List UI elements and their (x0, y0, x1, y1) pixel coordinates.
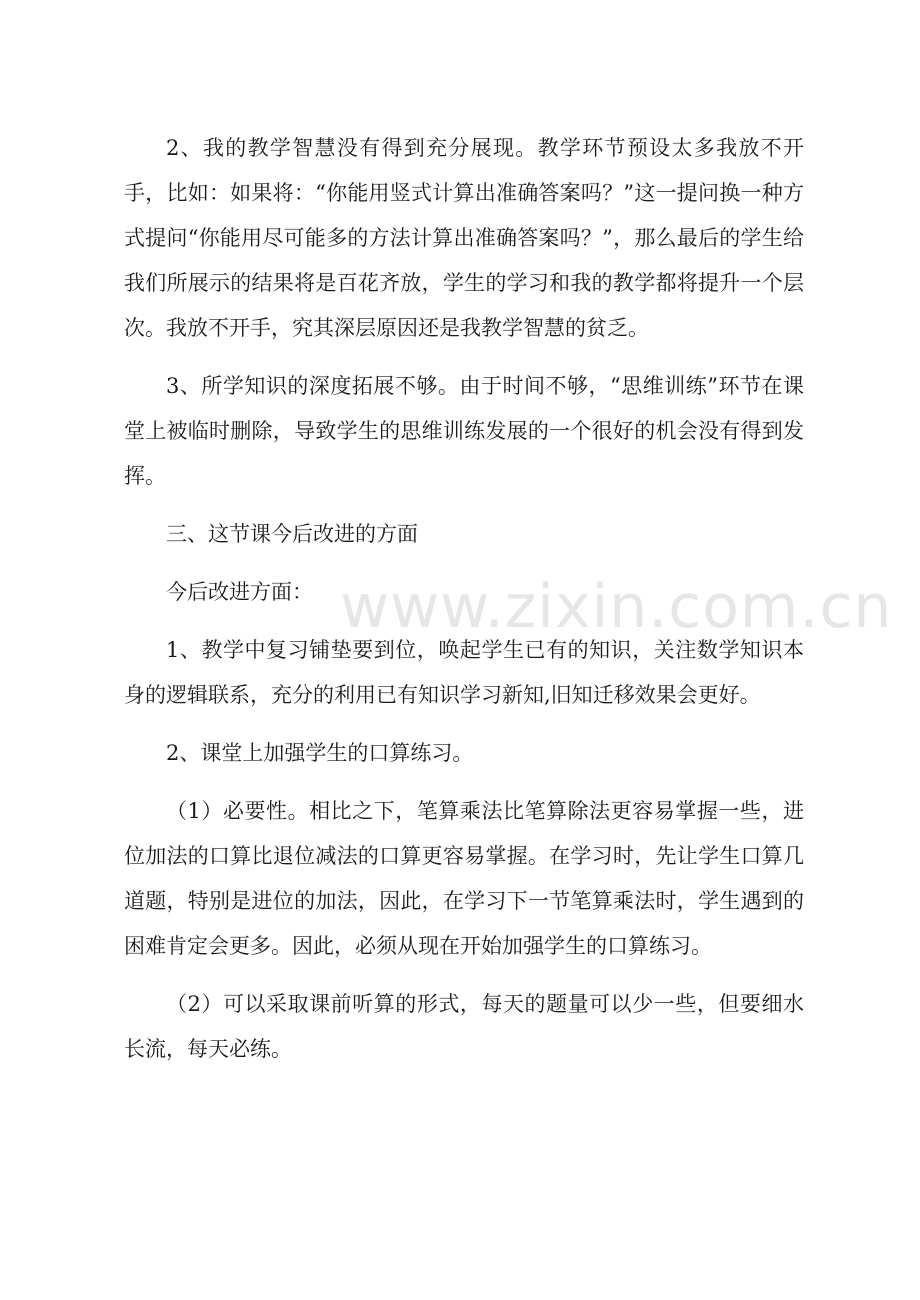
document-body (124, 126, 804, 1085)
paragraph-necessity: （1）必要性。相比之下，笔算乘法比笔算除法更容易掌握一些，进位加法的口算比退位减法的口算更容易掌握。在学习时，先让学生口算几道题，特别是进位的加法，因此，在学习下一节笔算乘法时，学生遇到的困难肯定会更多。因此，必须从现在开始加强学生的口算练习。 (124, 799, 804, 958)
paragraph-point-2-teaching-wisdom: 2、我的教学智慧没有得到充分展现。教学环节预设太多我放不开手，比如：如果将：“你能用竖式计算出准确答案吗？”这一提问换一种方式提问“你能用尽可能多的方法计算出准确答案吗？”，那么最后的学生给我们所展示的结果将是百花齐放，学生的学习和我的教学都将提升一个层次。我放不开手，究其深层原因还是我教学智慧的贫乏。 (124, 136, 804, 340)
paragraph-improvement-2: 2、课堂上加强学生的口算练习。 (166, 741, 474, 765)
paragraph-improvement-intro: 今后改进方面： (166, 580, 313, 604)
paragraph-practice-form: （2）可以采取课前听算的形式，每天的题量可以少一些，但要细水长流，每天必练。 (124, 992, 804, 1061)
paragraph-improvement-1: 1、教学中复习铺垫要到位，唤起学生已有的知识，关注数学知识本身的逻辑联系，充分的利用已有知识学习新知,旧知迁移效果会更好。 (124, 638, 804, 707)
section-heading-improvements: 三、这节课今后改进的方面 (166, 522, 418, 546)
paragraph-point-3-knowledge-depth: 3、所学知识的深度拓展不够。由于时间不够，“思维训练”环节在课堂上被临时删除，导致学生的思维训练发展的一个很好的机会没有得到发挥。 (124, 374, 804, 488)
watermark: www.zixin.com.cn (340, 572, 893, 642)
